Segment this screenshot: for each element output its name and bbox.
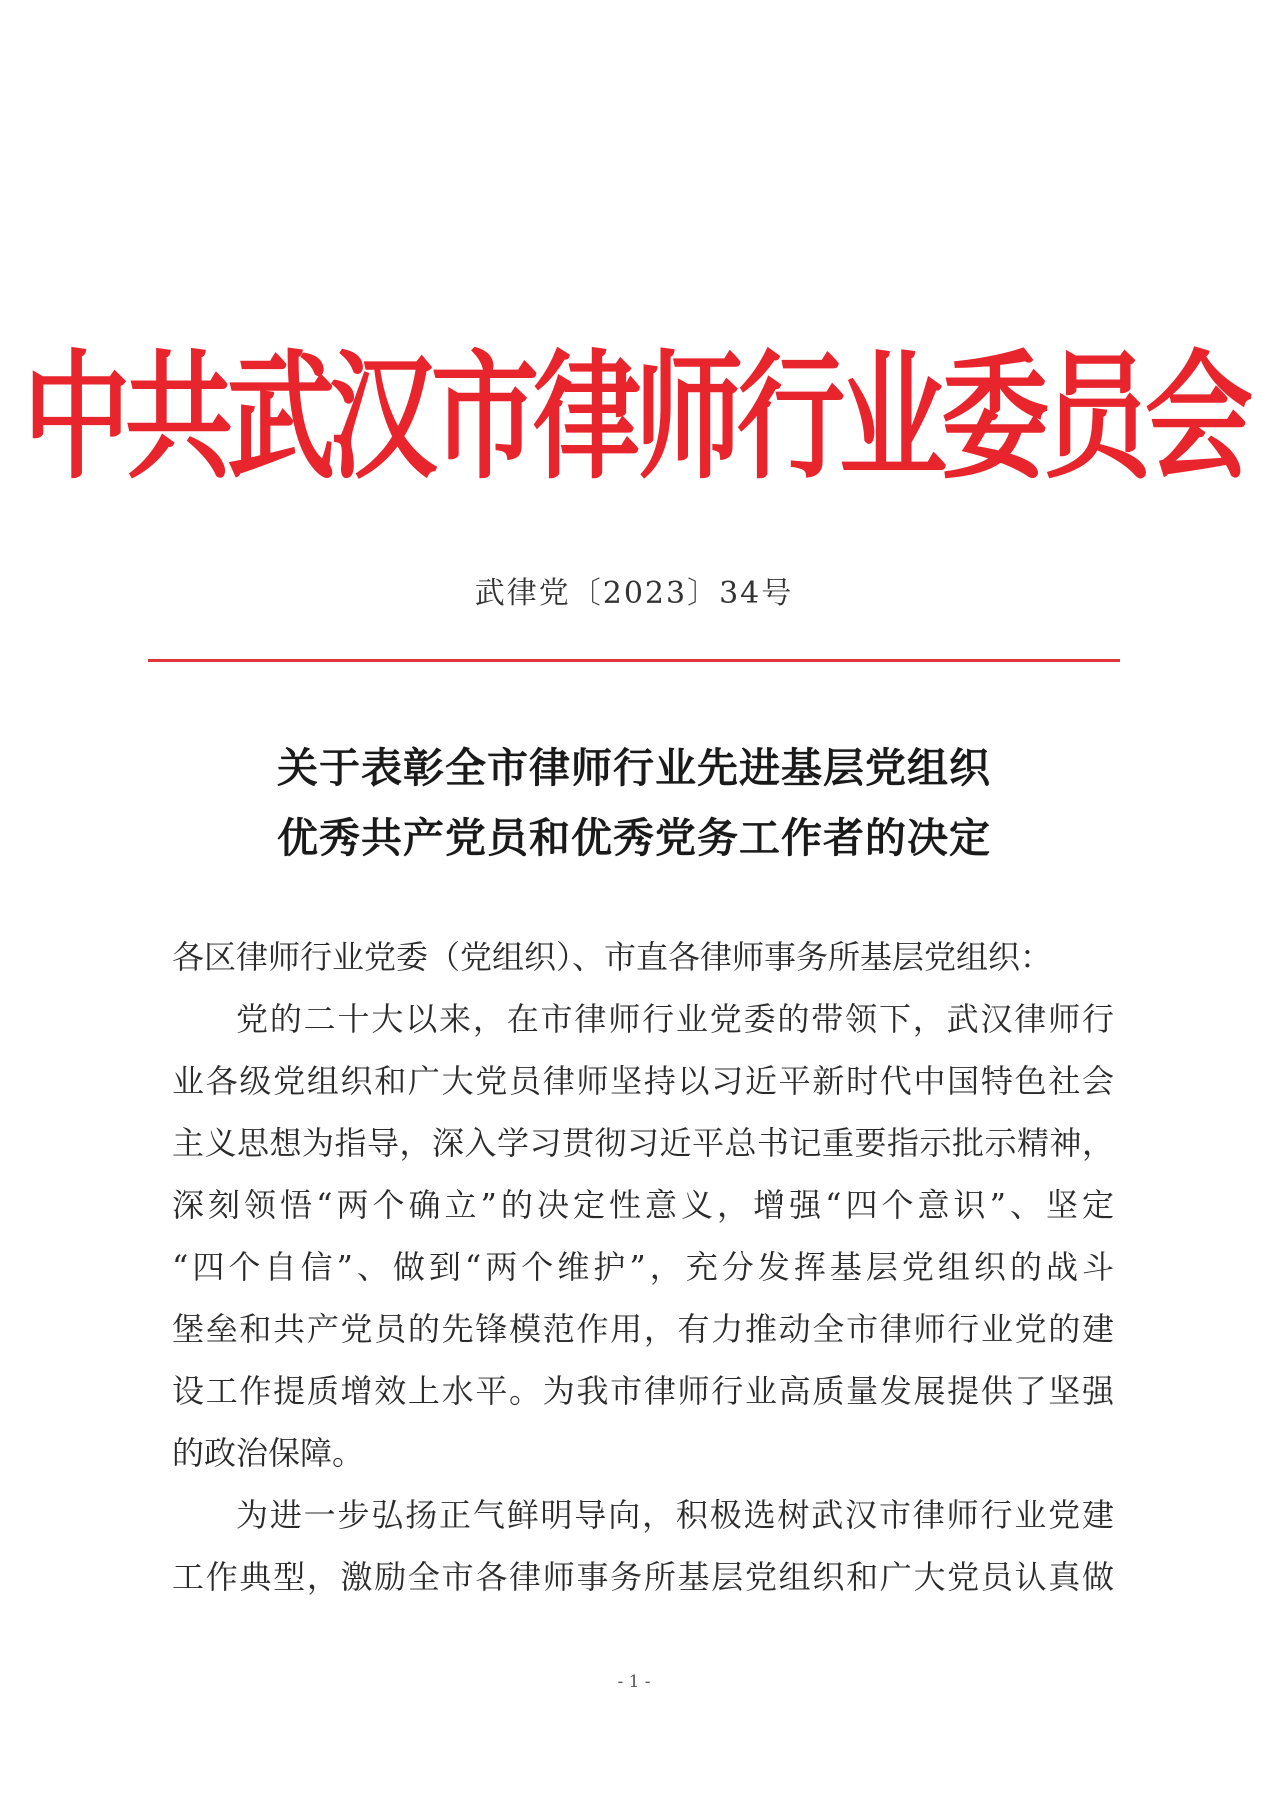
body-paragraph-2-line-2: 工作典型，激励全市各律师事务所基层党组织和广大党员认真做 [172, 1558, 1114, 1596]
body-paragraph-1-line-4: 深刻领悟“两个确立”的决定性意义，增强“四个意识”、坚定 [172, 1186, 1114, 1224]
body-paragraph-1-line-2: 业各级党组织和广大党员律师坚持以习近平新时代中国特色社会 [172, 1062, 1114, 1100]
red-divider-line [148, 659, 1120, 662]
masthead-title: 中共武汉市律师行业委员会 [23, 337, 1248, 498]
body-paragraph-1-line-3: 主义思想为指导，深入学习贯彻习近平总书记重要指示批示精神， [172, 1124, 1114, 1162]
document-number: 武律党〔2023〕34号 [474, 576, 794, 611]
body-paragraph-1-line-6: 堡垒和共产党员的先锋模范作用，有力推动全市律师行业党的建 [172, 1310, 1114, 1348]
body-paragraph-1-line-1: 党的二十大以来，在市律师行业党委的带领下，武汉律师行 [236, 1000, 1114, 1038]
body-paragraph-1-line-7: 设工作提质增效上水平。为我市律师行业高质量发展提供了坚强 [172, 1372, 1114, 1410]
salutation: 各区律师行业党委（党组织）、市直各律师事务所基层党组织： [172, 938, 1053, 976]
page-number: - 1 - [617, 1672, 651, 1692]
body-paragraph-1-line-5: “四个自信”、做到“两个维护”，充分发挥基层党组织的战斗 [172, 1248, 1114, 1286]
document-title-line-2: 优秀共产党员和优秀党务工作者的决定 [277, 814, 991, 862]
document-title-line-1: 关于表彰全市律师行业先进基层党组织 [277, 744, 991, 792]
body-paragraph-1-line-8: 的政治保障。 [172, 1434, 365, 1472]
body-paragraph-2-line-1: 为进一步弘扬正气鲜明导向，积极选树武汉市律师行业党建 [236, 1496, 1114, 1534]
